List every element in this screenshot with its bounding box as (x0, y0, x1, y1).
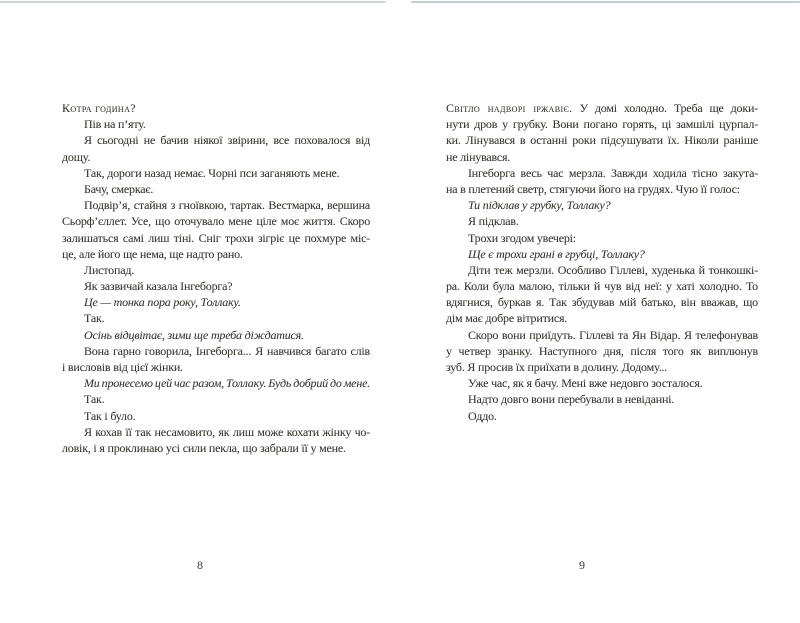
page-number-left: 8 (197, 558, 203, 572)
text-line-content: Листопад. (84, 262, 135, 277)
text-line (446, 181, 758, 197)
text-line-content: Інгеборга весь час мерзла. Завжди ходила тісно закута- (468, 165, 758, 180)
text-line (446, 149, 758, 165)
text-line (446, 132, 758, 148)
text-line-content: це, але його ще нема, ще надто рано. (62, 246, 243, 261)
chapter-opening-line (62, 100, 370, 116)
text-line-content: зуб. Я просив їх приїхати в долину. Додому... (446, 360, 667, 374)
text-line (62, 440, 370, 456)
page-top-edge-right (411, 1, 800, 3)
text-line-content: Я кохав її так несамовито, як лиш може кохати жінку чо- (84, 424, 370, 439)
text-line (446, 310, 758, 326)
text-line-content: у четвер зранку. Наступного дня, після того як виплюнув (446, 343, 758, 358)
text-line-content: не лінувався. (446, 149, 511, 164)
text-line (62, 262, 370, 278)
text-line (62, 359, 370, 375)
text-line-content: Скоро вони приїдуть. Гіллеві та Ян Відар. Я телефонував (468, 327, 758, 342)
text-line-content: дім має добре вітритися. (446, 311, 568, 326)
text-line-content: Надто довго вони перебували в невіданні. (468, 392, 675, 407)
text-line-content: Так, дороги назад немає. Чорні пси заганяють мене. (84, 165, 340, 180)
text-line-content: ра. Коли була малою, тільки й чув від неї: у хаті холодно. То (446, 279, 758, 294)
text-line-content: Ми пронесемо цей час разом, Толлаку. Будь добрий до мене. (84, 376, 370, 391)
text-line (62, 375, 370, 391)
text-line (62, 230, 370, 246)
chapter-opening-line (446, 100, 758, 116)
text-line-content: ловік, і я проклинаю усі сили пекла, що забрали її у мене. (62, 440, 346, 455)
text-line (62, 343, 370, 359)
text-line (62, 197, 370, 213)
text-line (446, 278, 758, 294)
text-line (446, 391, 758, 407)
text-line (446, 343, 758, 359)
text-line-content: Як зазвичай казала Інгеборга? (84, 279, 233, 294)
text-line-content: дощу. (62, 149, 91, 164)
text-line (446, 116, 758, 132)
text-line-content: Сьорф’єллет. Усе, що оточувало мене ціле моє життя. Скоро (62, 214, 370, 229)
text-line-content: нути дров у грубку. Вони погано горять, ці замшілі цурпал- (446, 117, 758, 132)
text-line (62, 116, 370, 132)
text-line (446, 230, 758, 246)
text-line-content: Осінь відцвітає, зими ще треба діждатися. (84, 327, 304, 342)
text-line-content: Котра година? (62, 101, 136, 115)
text-line-content: залишаться самі лиш тіні. Сніг трохи зігріє це похмуре міс- (62, 230, 370, 245)
text-line (62, 310, 370, 326)
text-line (62, 149, 370, 165)
text-line-content: Уже час, як я бачу. Мені вже недовго зосталося. (468, 376, 703, 391)
text-line (62, 132, 370, 148)
text-line (62, 278, 370, 294)
text-line-content: Вона гарно говорила, Інгеборга... Я навчився багато слів (84, 343, 370, 358)
text-line-content: на в плетений светр, стягуючи його на грудях. Чую її голос: (446, 181, 740, 196)
text-line (62, 294, 370, 310)
text-line (446, 294, 758, 310)
text-line (62, 424, 370, 440)
text-line-content: вдягнися, буркав я. Так збудував мій батько, він вважав, що (446, 295, 758, 310)
text-line-content: Трохи згодом увечері: (468, 230, 576, 245)
text-line-content: Це — тонка пора року, Толлаку. (84, 295, 241, 310)
right-page-text (446, 100, 758, 424)
text-line-content: Бачу, смеркає. (84, 181, 154, 196)
text-line (62, 246, 370, 262)
text-line (446, 246, 758, 262)
text-line-content: Пів на п’яту. (84, 117, 146, 132)
text-line-content: Так. (84, 311, 105, 326)
text-line (446, 375, 758, 391)
text-line-content: Ти підклав у грубку, Толлаку? (468, 198, 611, 213)
text-line-content: Я підклав. (468, 214, 519, 229)
left-page-text (62, 100, 370, 456)
text-line (446, 359, 758, 375)
chapter-opening-lead: Світло надворі іржавіє. (446, 101, 573, 115)
text-line (62, 181, 370, 197)
text-line-content: Так і було. (84, 408, 136, 423)
text-line (62, 391, 370, 407)
text-line-content: Так. (84, 392, 105, 407)
text-line (446, 262, 758, 278)
text-line (446, 213, 758, 229)
text-line (446, 165, 758, 181)
text-line-content: Я сьогодні не бачив ніякої звірини, все поховалося від (84, 133, 370, 148)
text-line-content: ки. Лінувався в останні роки підсушувати їх. Ніколи раніше (446, 133, 758, 148)
page-number-right: 9 (579, 558, 585, 572)
text-line-content: Подвір’я, стайня з гноївкою, тартак. Вестмарка, вершина (84, 198, 370, 213)
text-line (446, 327, 758, 343)
page-top-edge-left (0, 1, 386, 3)
text-line-content: Світло надворі іржавіє. У домі холодно. Треба ще доки- (446, 101, 758, 115)
text-line-content: Діти теж мерзли. Особливо Гіллеві, худенька й тонкошкі- (468, 262, 758, 277)
text-line-content: і висловів від цієї жінки. (62, 360, 183, 374)
text-line-content: Ще є трохи грані в грубці, Толлаку? (468, 246, 645, 261)
text-line (62, 165, 370, 181)
text-line (62, 213, 370, 229)
text-line (62, 327, 370, 343)
text-line-content: Оддо. (468, 408, 497, 423)
text-line (62, 408, 370, 424)
text-line (446, 408, 758, 424)
text-line (446, 197, 758, 213)
